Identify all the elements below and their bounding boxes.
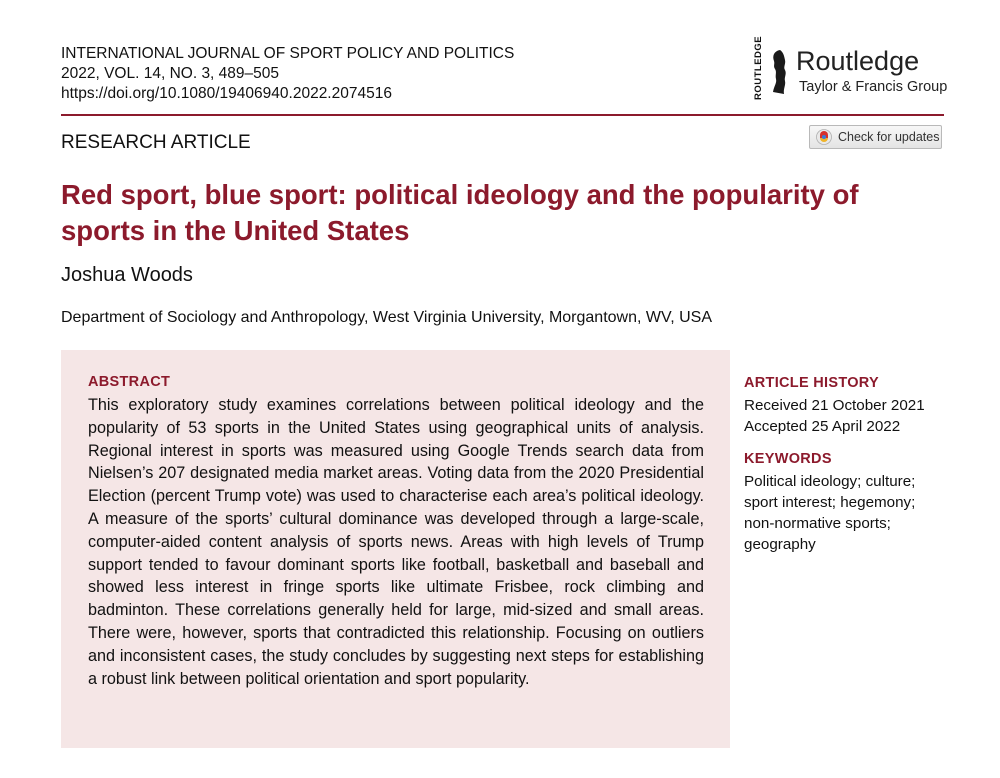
- journal-citation: 2022, VOL. 14, NO. 3, 489–505: [61, 65, 280, 82]
- check-for-updates-button[interactable]: [809, 125, 942, 149]
- journal-name: INTERNATIONAL JOURNAL OF SPORT POLICY AND POLITICS: [61, 45, 515, 62]
- received-date: Received 21 October 2021: [744, 397, 925, 414]
- check-for-updates-label: Check for updates: [838, 130, 940, 144]
- publisher-name: Routledge: [796, 46, 920, 76]
- journal-info: [61, 44, 514, 104]
- keyword-line: Political ideology; culture;: [744, 473, 916, 490]
- journal-doi[interactable]: https://doi.org/10.1080/19406940.2022.2074516: [61, 85, 392, 102]
- keyword-line: sport interest; hegemony;: [744, 494, 916, 511]
- author-affiliation: Department of Sociology and Anthropology, West Virginia University, Morgantown, WV, USA: [61, 309, 712, 326]
- abstract-heading: ABSTRACT: [88, 374, 171, 390]
- keyword-line: non-normative sports;: [744, 515, 891, 532]
- keyword-line: geography: [744, 536, 816, 553]
- crossmark-icon: [816, 129, 832, 145]
- routledge-head-icon: [769, 48, 791, 96]
- publisher-vertical-mark: ROUTLEDGE: [753, 35, 764, 100]
- article-type: RESEARCH ARTICLE: [61, 132, 251, 153]
- author-name[interactable]: Joshua Woods: [61, 264, 193, 286]
- abstract-text: This exploratory study examines correlations between political ideology and the popularity of 53 sports in the United States using geographical units of analysis. Regional interest in sports was measured using Google Trends search data from Nielsen’s 207 designated media market areas. Voting data from the 2020 Presidential Election (percent Trump vote) was used to characterise each area’s political ideology. A measure of the sports’ cultural dominance was developed through a large-scale, computer-aided content analysis of sports news. Areas with high levels of Trump support tended to favour dominant sports like football, basketball and baseball and showed less interest in fringe sports like ultimate Frisbee, rock climbing and badminton. These correlations generally held for large, mid-sized and small areas. There were, however, sports that contradicted this relationship. Focusing on outliers and inconsistent cases, the study concludes by suggesting next steps for establishing a robust link between political orientation and sport popularity.: [88, 396, 704, 688]
- article-history: [744, 374, 954, 437]
- accepted-date: Accepted 25 April 2022: [744, 418, 901, 435]
- article-title: Red sport, blue sport: political ideology and the popularity of sports in the United States: [61, 179, 859, 246]
- keywords: [744, 450, 954, 555]
- publisher-group: Taylor & Francis Group: [799, 79, 948, 95]
- keywords-heading: KEYWORDS: [744, 451, 832, 467]
- publisher-logo: [752, 35, 952, 100]
- header-divider: [61, 114, 944, 116]
- article-history-heading: ARTICLE HISTORY: [744, 375, 880, 391]
- abstract-box: [61, 350, 730, 748]
